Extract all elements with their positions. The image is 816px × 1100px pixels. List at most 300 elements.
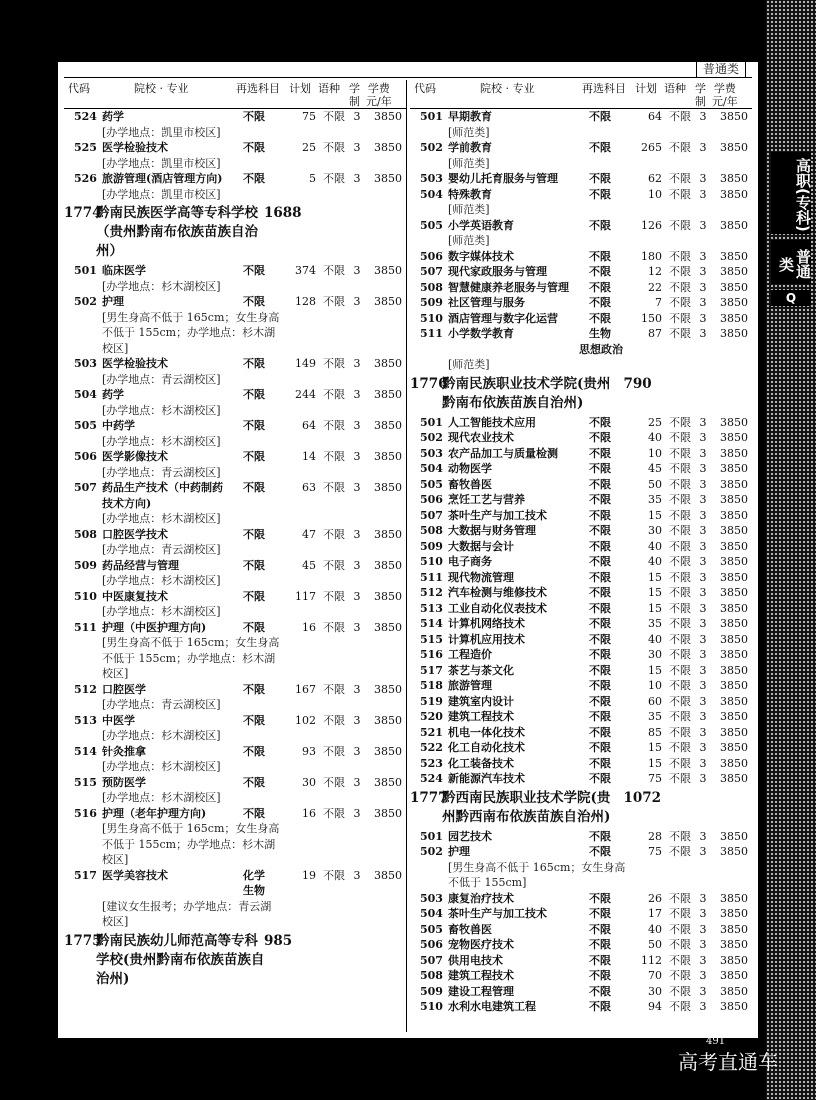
major-note: [师范类] <box>448 156 490 170</box>
major-line <box>410 295 752 311</box>
major-code: 511 <box>420 570 443 584</box>
subject-req: 不限 <box>589 741 611 754</box>
major-row <box>410 523 752 539</box>
tuition-fee: 3850 <box>720 218 748 232</box>
years: 3 <box>353 682 361 696</box>
tuition-fee: 3850 <box>720 508 748 522</box>
tuition-fee: 3850 <box>720 431 748 444</box>
major-note: 不低于 155cm；办学地点：杉木湖 <box>102 326 276 339</box>
plan-count: 30 <box>648 524 662 537</box>
subject-req: 化学 <box>243 868 265 882</box>
major-row <box>64 868 406 930</box>
years: 3 <box>699 477 707 491</box>
language: 不限 <box>323 295 345 308</box>
major-line <box>64 620 406 636</box>
subject-req: 不限 <box>243 110 265 123</box>
major-row <box>410 756 752 772</box>
top-rule <box>64 77 752 78</box>
major-row <box>410 249 752 265</box>
plan-count: 244 <box>295 388 316 401</box>
plan-count: 15 <box>648 741 662 754</box>
major-name: 医学美容技术 <box>102 868 168 882</box>
years: 3 <box>353 264 361 277</box>
major-name: 建筑室内设计 <box>448 694 514 708</box>
major-name: 针灸推拿 <box>102 744 146 758</box>
header-lang: 语种 <box>318 82 340 95</box>
major-row <box>410 446 752 462</box>
subject-req: 不限 <box>589 415 611 429</box>
tuition-fee: 3850 <box>720 415 748 429</box>
tuition-fee: 3850 <box>720 617 748 630</box>
subject-req: 不限 <box>589 265 611 278</box>
tuition-fee: 3850 <box>374 527 402 541</box>
major-row <box>410 187 752 218</box>
major-name: 供用电技术 <box>448 953 503 967</box>
subject-req: 不限 <box>589 539 611 553</box>
major-row <box>410 218 752 249</box>
major-code: 516 <box>420 648 443 661</box>
plan-count: 180 <box>641 249 662 263</box>
major-line <box>64 806 406 822</box>
header-code: 代码 <box>68 82 90 95</box>
major-line <box>410 999 752 1015</box>
major-line <box>410 171 752 187</box>
tuition-fee: 3850 <box>720 756 748 770</box>
major-note: [办学地点：凯里市校区] <box>102 156 221 170</box>
major-code: 509 <box>420 539 443 553</box>
major-line <box>410 740 752 756</box>
school-code: 1776 <box>410 375 448 392</box>
plan-count: 50 <box>648 938 662 951</box>
plan-count: 17 <box>648 907 662 920</box>
major-code: 502 <box>420 141 443 154</box>
tuition-fee: 3850 <box>720 141 748 154</box>
major-line <box>410 140 752 156</box>
major-line <box>64 387 406 403</box>
major-name-cont: 技术方向) <box>102 496 152 510</box>
tuition-fee: 3850 <box>720 694 748 708</box>
major-line <box>410 492 752 508</box>
column-divider <box>406 80 407 1032</box>
major-code: 506 <box>420 493 443 506</box>
major-name: 建筑工程技术 <box>448 969 514 982</box>
subject-req: 不限 <box>589 845 611 858</box>
major-name: 畜牧兽医 <box>448 922 492 936</box>
major-name: 药品生产技术（中药制药 <box>102 481 223 494</box>
school-name-line: 黔西南民族职业技术学院(贵 <box>442 789 611 806</box>
major-note: [办学地点：杉木湖校区] <box>102 574 221 587</box>
tuition-fee: 3850 <box>374 357 402 370</box>
subject-req: 不限 <box>589 555 611 568</box>
subject-req: 不限 <box>589 477 611 491</box>
tuition-fee: 3850 <box>720 296 748 309</box>
plan-count: 7 <box>655 296 662 309</box>
major-row <box>64 109 406 140</box>
major-code: 502 <box>420 431 443 444</box>
tuition-fee: 3850 <box>720 648 748 661</box>
subject-req: 不限 <box>589 938 611 951</box>
major-line-2 <box>64 496 406 512</box>
major-row <box>64 418 406 449</box>
language: 不限 <box>323 419 345 432</box>
major-row <box>410 771 752 787</box>
language: 不限 <box>323 527 345 541</box>
language: 不限 <box>669 280 691 294</box>
subject-req: 不限 <box>589 493 611 506</box>
language: 不限 <box>669 617 691 630</box>
major-line <box>64 449 406 465</box>
years: 3 <box>699 663 707 677</box>
school-name-line: 州黔西南布依族苗族自治州) <box>442 808 611 825</box>
major-code: 511 <box>420 327 443 340</box>
major-line <box>410 844 752 860</box>
major-name: 现代家政服务与管理 <box>448 265 547 278</box>
major-code: 503 <box>420 891 443 905</box>
major-row <box>410 570 752 586</box>
years: 3 <box>699 984 707 998</box>
major-name: 建筑工程技术 <box>448 710 514 723</box>
plan-count: 47 <box>302 527 316 541</box>
major-code: 502 <box>420 845 443 858</box>
language: 不限 <box>669 741 691 754</box>
plan-count: 25 <box>648 415 662 429</box>
tuition-fee: 3850 <box>374 450 402 463</box>
tuition-fee: 3850 <box>720 845 748 858</box>
tuition-fee: 3850 <box>720 938 748 951</box>
header-plan: 计划 <box>635 82 657 95</box>
plan-count: 150 <box>641 311 662 325</box>
years: 3 <box>699 249 707 263</box>
major-code: 505 <box>420 477 443 491</box>
major-row <box>64 294 406 356</box>
major-line <box>64 868 406 884</box>
major-name: 宠物医疗技术 <box>448 938 514 951</box>
major-line <box>64 775 406 791</box>
tuition-fee: 3850 <box>720 555 748 568</box>
plan-count: 5 <box>309 172 316 185</box>
plan-count: 50 <box>648 477 662 491</box>
years: 3 <box>699 555 707 568</box>
plan-count: 126 <box>641 218 662 232</box>
major-row <box>410 295 752 311</box>
major-code: 506 <box>420 938 443 951</box>
language: 不限 <box>323 481 345 494</box>
major-line <box>64 263 406 279</box>
major-code: 506 <box>74 450 97 463</box>
subject-req: 不限 <box>243 620 265 634</box>
subject-req: 不限 <box>589 922 611 936</box>
plan-count: 62 <box>648 172 662 185</box>
major-line <box>64 140 406 156</box>
language: 不限 <box>323 744 345 758</box>
years: 3 <box>699 648 707 661</box>
major-code: 519 <box>420 694 443 708</box>
plan-count: 19 <box>302 868 316 882</box>
major-name: 婴幼儿托育服务与管理 <box>448 172 558 185</box>
major-row <box>410 477 752 493</box>
major-code: 523 <box>420 756 443 770</box>
plan-count: 87 <box>648 327 662 340</box>
years: 3 <box>699 938 707 951</box>
major-line <box>410 906 752 922</box>
language: 不限 <box>669 539 691 553</box>
header-fee: 学费 元/年 <box>712 82 738 108</box>
major-name: 茶叶生产与加工技术 <box>448 508 547 522</box>
major-code: 516 <box>74 806 97 820</box>
major-code: 522 <box>420 741 443 754</box>
major-code: 507 <box>420 508 443 522</box>
years: 3 <box>699 694 707 708</box>
major-code: 503 <box>420 172 443 185</box>
major-note: [办学地点：杉木湖校区] <box>102 605 221 618</box>
language: 不限 <box>669 110 691 123</box>
tuition-fee: 3850 <box>374 141 402 154</box>
major-note: 校区] <box>102 915 129 928</box>
major-name: 口腔医学 <box>102 682 146 696</box>
major-note: [办学地点：杉木湖校区] <box>102 434 221 448</box>
tuition-fee: 3850 <box>720 632 748 646</box>
header-plan: 计划 <box>289 82 311 95</box>
years: 3 <box>699 265 707 278</box>
subject-req: 不限 <box>243 527 265 541</box>
major-name: 康复治疗技术 <box>448 891 514 905</box>
school-code: 1777 <box>410 789 448 806</box>
subject-req: 不限 <box>589 648 611 661</box>
major-line <box>410 694 752 710</box>
major-row <box>410 694 752 710</box>
major-row <box>64 387 406 418</box>
major-name: 中医康复技术 <box>102 589 168 603</box>
subject-req: 不限 <box>589 1000 611 1013</box>
plan-count: 16 <box>302 806 316 820</box>
major-row <box>410 492 752 508</box>
subject-req: 不限 <box>589 110 611 123</box>
tuition-fee: 3850 <box>720 524 748 537</box>
major-code: 507 <box>420 953 443 967</box>
language: 不限 <box>323 713 345 727</box>
major-line <box>410 508 752 524</box>
tuition-fee: 3850 <box>720 772 748 785</box>
language: 不限 <box>669 327 691 340</box>
major-name: 早期教育 <box>448 110 492 123</box>
document-page <box>58 62 758 1038</box>
major-row <box>64 449 406 480</box>
plan-count: 265 <box>641 141 662 154</box>
major-row <box>64 480 406 527</box>
major-line <box>410 984 752 1000</box>
plan-count: 12 <box>648 265 662 278</box>
major-name: 计算机应用技术 <box>448 632 525 646</box>
major-code: 514 <box>420 617 443 630</box>
major-note: [师范类] <box>448 125 490 139</box>
left-column <box>64 80 406 991</box>
major-code: 510 <box>74 589 97 603</box>
subject-req: 不限 <box>589 953 611 967</box>
language: 不限 <box>669 265 691 278</box>
tuition-fee: 3850 <box>720 249 748 263</box>
tuition-fee: 3850 <box>374 744 402 758</box>
major-line <box>64 109 406 125</box>
language: 不限 <box>669 679 691 692</box>
plan-count: 40 <box>648 555 662 568</box>
major-row <box>410 616 752 632</box>
major-note: [办学地点：杉木湖校区] <box>102 729 221 742</box>
subject-req: 不限 <box>589 969 611 982</box>
major-code: 509 <box>420 984 443 998</box>
major-code: 510 <box>420 311 443 325</box>
major-line <box>64 589 406 605</box>
major-note: [办学地点：杉木湖校区] <box>102 760 221 773</box>
major-line-2 <box>64 883 406 899</box>
years: 3 <box>353 775 361 789</box>
major-line <box>410 725 752 741</box>
subject-req: 不限 <box>589 524 611 537</box>
tuition-fee: 3850 <box>374 558 402 572</box>
major-line <box>410 632 752 648</box>
subject-req: 不限 <box>589 446 611 460</box>
years: 3 <box>699 524 707 537</box>
years: 3 <box>353 419 361 432</box>
tuition-fee: 3850 <box>720 586 748 599</box>
plan-count: 15 <box>648 601 662 615</box>
subject-req-2: 思想政治 <box>579 342 623 356</box>
major-code: 504 <box>420 462 443 475</box>
major-row <box>410 461 752 477</box>
header-name: 院校 · 专业 <box>134 82 189 95</box>
language: 不限 <box>669 555 691 568</box>
major-code: 515 <box>420 632 443 646</box>
tuition-fee: 3850 <box>374 295 402 308</box>
language: 不限 <box>323 141 345 154</box>
plan-count: 25 <box>302 141 316 154</box>
language: 不限 <box>323 172 345 185</box>
major-code: 526 <box>74 172 97 185</box>
major-note: [办学地点：凯里市校区] <box>102 125 221 139</box>
major-line <box>410 539 752 555</box>
years: 3 <box>699 446 707 460</box>
plan-count: 26 <box>648 891 662 905</box>
plan-count: 30 <box>302 775 316 789</box>
major-row <box>410 953 752 969</box>
major-line <box>410 264 752 280</box>
tuition-fee: 3850 <box>374 172 402 185</box>
major-code: 502 <box>74 295 97 308</box>
years: 3 <box>353 806 361 820</box>
major-name: 茶艺与茶文化 <box>448 663 514 677</box>
major-line <box>64 744 406 760</box>
major-line <box>410 771 752 787</box>
tuition-fee: 3850 <box>374 806 402 820</box>
major-row <box>64 589 406 620</box>
major-line <box>410 709 752 725</box>
years: 3 <box>699 845 707 858</box>
tuition-fee: 3850 <box>720 663 748 677</box>
major-note: [男生身高不低于 165cm；女生身高 <box>102 310 280 324</box>
plan-count: 149 <box>295 357 316 370</box>
plan-count: 102 <box>295 713 316 727</box>
subject-req: 不限 <box>589 756 611 770</box>
major-note: [办学地点：杉木湖校区] <box>102 512 221 525</box>
major-code: 505 <box>420 218 443 232</box>
plan-count: 128 <box>295 295 316 308</box>
major-line <box>410 311 752 327</box>
school-quota: 985 <box>264 932 293 949</box>
major-name: 新能源汽车技术 <box>448 772 525 785</box>
years: 3 <box>353 558 361 572</box>
school-entry <box>64 204 406 261</box>
years: 3 <box>699 679 707 692</box>
major-line <box>64 713 406 729</box>
language: 不限 <box>669 829 691 843</box>
years: 3 <box>699 632 707 646</box>
subject-req: 不限 <box>589 710 611 723</box>
language: 不限 <box>669 907 691 920</box>
plan-count: 15 <box>648 508 662 522</box>
major-row <box>410 264 752 280</box>
side-tab-vocational: 高职(专科) <box>771 152 811 234</box>
major-code: 524 <box>420 772 443 785</box>
major-line <box>410 647 752 663</box>
major-name: 中药学 <box>102 419 135 432</box>
major-row <box>64 806 406 868</box>
major-name: 智慧健康养老服务与管理 <box>448 280 569 294</box>
major-line <box>64 480 406 496</box>
major-row <box>64 713 406 744</box>
major-line <box>410 280 752 296</box>
plan-count: 64 <box>648 110 662 123</box>
major-name: 护理 <box>448 845 470 858</box>
language: 不限 <box>669 296 691 309</box>
subject-req: 不限 <box>589 679 611 692</box>
school-quota: 1688 <box>264 205 302 221</box>
subject-req: 不限 <box>589 601 611 615</box>
major-code: 512 <box>420 586 443 599</box>
plan-count: 10 <box>648 187 662 201</box>
subject-req: 不限 <box>243 744 265 758</box>
tuition-fee: 3850 <box>720 725 748 739</box>
language: 不限 <box>669 570 691 584</box>
major-name: 工程造价 <box>448 648 492 661</box>
plan-count: 15 <box>648 663 662 677</box>
subject-req: 不限 <box>243 264 265 277</box>
plan-count: 16 <box>302 620 316 634</box>
major-line <box>410 326 752 342</box>
tuition-fee: 3850 <box>720 110 748 123</box>
major-line <box>410 109 752 125</box>
major-name: 护理 <box>102 295 124 308</box>
major-note: [办学地点：青云湖校区] <box>102 372 221 386</box>
plan-count: 10 <box>648 446 662 460</box>
language: 不限 <box>669 462 691 475</box>
major-code: 501 <box>420 415 443 429</box>
years: 3 <box>699 311 707 325</box>
table-header <box>410 80 752 109</box>
major-code: 512 <box>74 682 97 696</box>
major-name: 中医学 <box>102 713 135 727</box>
plan-count: 60 <box>648 694 662 708</box>
plan-count: 85 <box>648 725 662 739</box>
language: 不限 <box>669 431 691 444</box>
years: 3 <box>699 218 707 232</box>
major-row <box>410 678 752 694</box>
tuition-fee: 3850 <box>374 868 402 882</box>
major-line <box>64 356 406 372</box>
years: 3 <box>699 772 707 785</box>
subject-req: 不限 <box>589 725 611 739</box>
major-row <box>410 740 752 756</box>
plan-count: 14 <box>302 450 316 463</box>
tuition-fee: 3850 <box>720 327 748 340</box>
